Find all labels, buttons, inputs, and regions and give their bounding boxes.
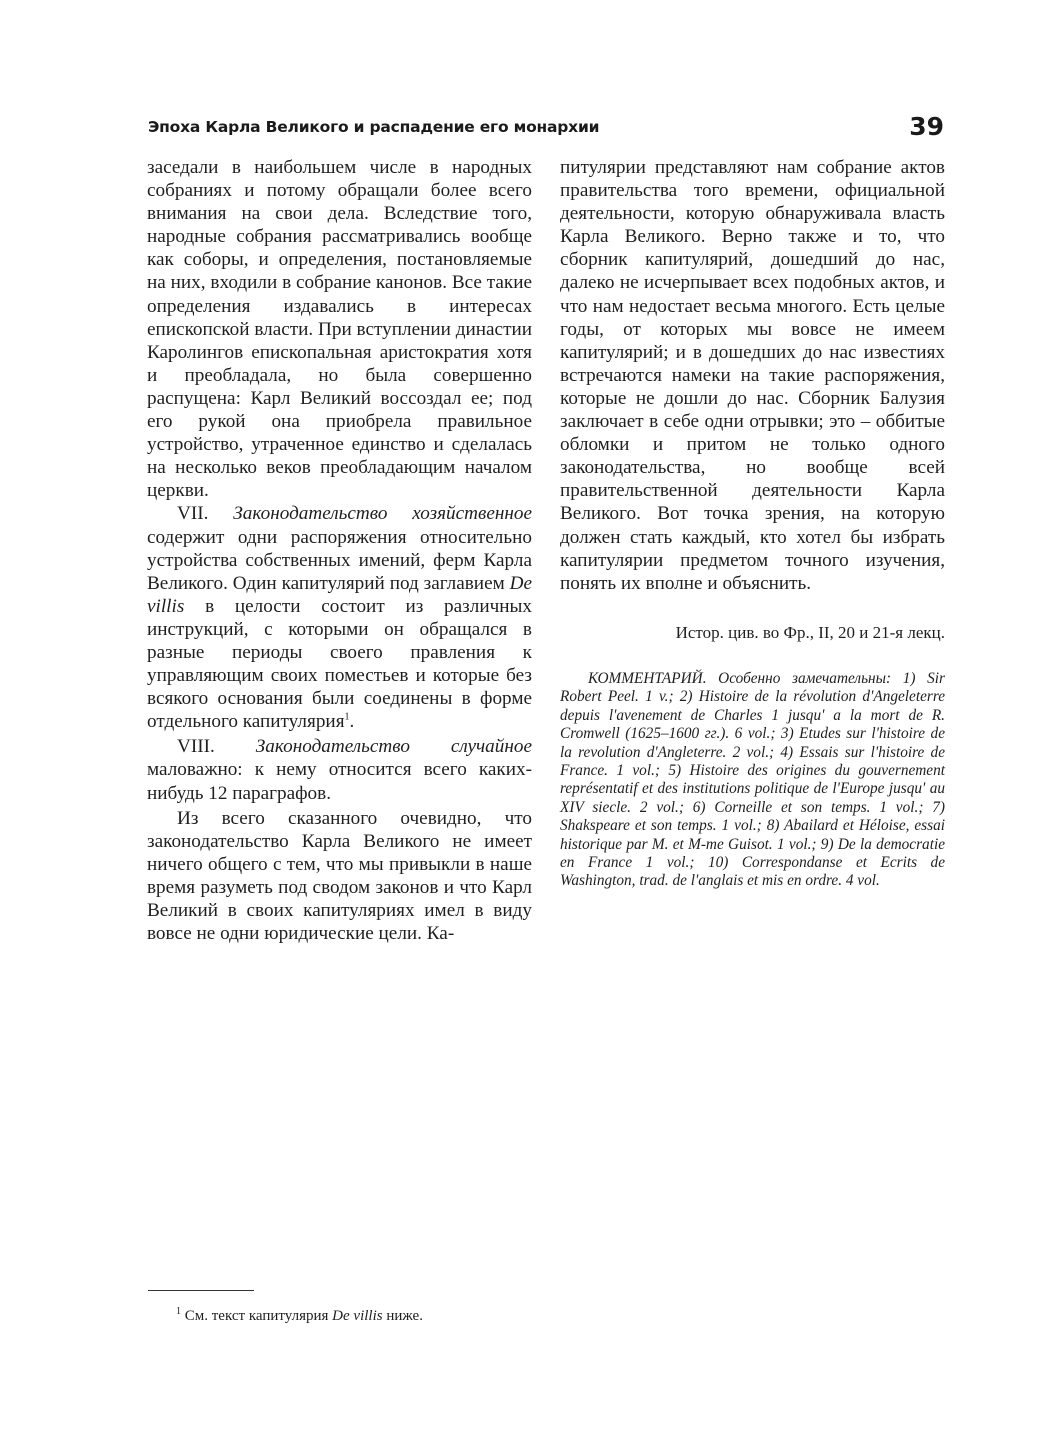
footnote: [176, 1308, 423, 1325]
footnote-number: 1: [176, 1306, 181, 1317]
section-title: Законодательство случайное: [255, 736, 533, 758]
paragraph-text: содержит одни распоряжения относительно устройства собственных имений, ферм Карла Великого. Один капитулярий под заглавием: [147, 526, 532, 594]
footnote-text: См. текст капитулярия: [184, 1308, 329, 1324]
right-column: [560, 156, 945, 891]
paragraph: заседали в наибольшем числе в народных собраниях и потому обращали более всего внимания на свои дела. Вследствие того, народные собрания рассматривались вообще как соборы, и определения, постановляемые на них, входили в собрание канонов. Все такие определения издавались в интересах епископской власти. При вступлении династии Каролингов епископальная аристократия хотя и преобладала, но была совершенно распущена: Карл Великий воссоздал ее; под его рукой она приобрела правильное устройство, утраченное единство и сделалась на несколько веков преобладающим началом церкви.: [147, 157, 532, 502]
commentary: КОММЕНТАРИЙ. Особенно замечательны: 1) Sir Robert Peel. 1 v.; 2) Histoire de la révolution d'Angeleterre depuis l'avenement de Charles 1 jusqu' a la mort de R. Cromwell (1625–1600 гг.). 6 vol.; 3) Etudes sur l'histoire de la revolution d'Angleterre. 2 vol.; 4) Essais sur l'histoire de France. 1 vol.; 5) Histoire des origines du gouvernement représentatif et des institutions politique de l'Europe jusqu' au XIV siecle. 2 vol.; 6) Corneille et son temps. 1 vol.; 7) Shakspeare et son temps. 1 vol.; 8) Abailard et Héloise, essai historique par M. et M-me Guisot. 1 vol.; 9) De la democratie en France 1 vol.; 10) Correspondanse et Ecrits de Washington, trad. de l'anglais et mis en ordre. 4 vol.: [560, 669, 945, 890]
paragraph-text: в целости состоит из различных инструкций, с которыми он обращался в разные периоды своего правления к управляющим своих поместьев и которые без всякого основания были соединены в форме отдельного капитулярия: [147, 595, 532, 733]
source-citation: Истор. цив. во Фр., II, 20 и 21-я лекц.: [675, 622, 945, 642]
running-header: [148, 114, 944, 144]
section-number: VII.: [177, 503, 209, 525]
left-column: [147, 156, 532, 945]
footnote-italic: De villis: [332, 1308, 383, 1324]
paragraph-economic-law: VII. Законодательство хозяйственное содержит одни распоряжения относительно устройства собственных имений, ферм Карла Великого. Один капитулярий под заглавием De villis в целости состоит из различных инструкций, с которыми он обращался в разные периоды своего правления к управляющим своих поместьев и которые без всякого основания были соединены в форме отдельного капитулярия$^1$.: [147, 503, 532, 733]
section-title: Законодательство хозяйственное: [233, 503, 532, 525]
page-number: 39: [909, 112, 944, 141]
section-number: VIII.: [177, 736, 215, 758]
paragraph: Из всего сказанного очевидно, что законодательство Карла Великого не имеет ничего общего с тем, что мы привыкли в наше время разуметь под сводом законов и что Карл Великий в своих капитуляриях имел в виду вовсе не одни юридические цели. Ка-: [147, 807, 532, 945]
footnote-text: ниже.: [386, 1308, 423, 1324]
running-title: Эпоха Карла Великого и распадение его монархии: [148, 118, 600, 136]
footnote-mark[interactable]: 1: [344, 711, 350, 723]
footnote-rule: [148, 1290, 254, 1291]
capitulary-title: De villis: [147, 572, 532, 617]
paragraph-text: маловажно: к нему относится всего каких-нибудь 12 параграфов.: [147, 759, 532, 804]
paragraph-random-law: [147, 735, 532, 804]
paragraph: питулярии представляют нам собрание актов правительства того времени, официальной деятельности, которую обнаруживала власть Карла Великого. Верно также и то, что сборник капитулярий, дошедший до нас, далеко не исчерпывает всех подобных актов, и что нам недостает весьма многого. Есть целые годы, от которых мы вовсе не имеем капитулярий; и в дошедших до нас известиях встречаются намеки на такие распоряжения, которые не дошли до нас. Сборник Балузия заключает в себе одни отрывки; это – оббитые обломки и притом не только одного законодательства, но вообще всей правительственной деятельности Карла Великого. Вот точка зрения, на которую должен стать каждый, кто хотел бы избрать капитулярии предметом точного изучения, понять их вполне и объяснить.: [560, 157, 945, 594]
